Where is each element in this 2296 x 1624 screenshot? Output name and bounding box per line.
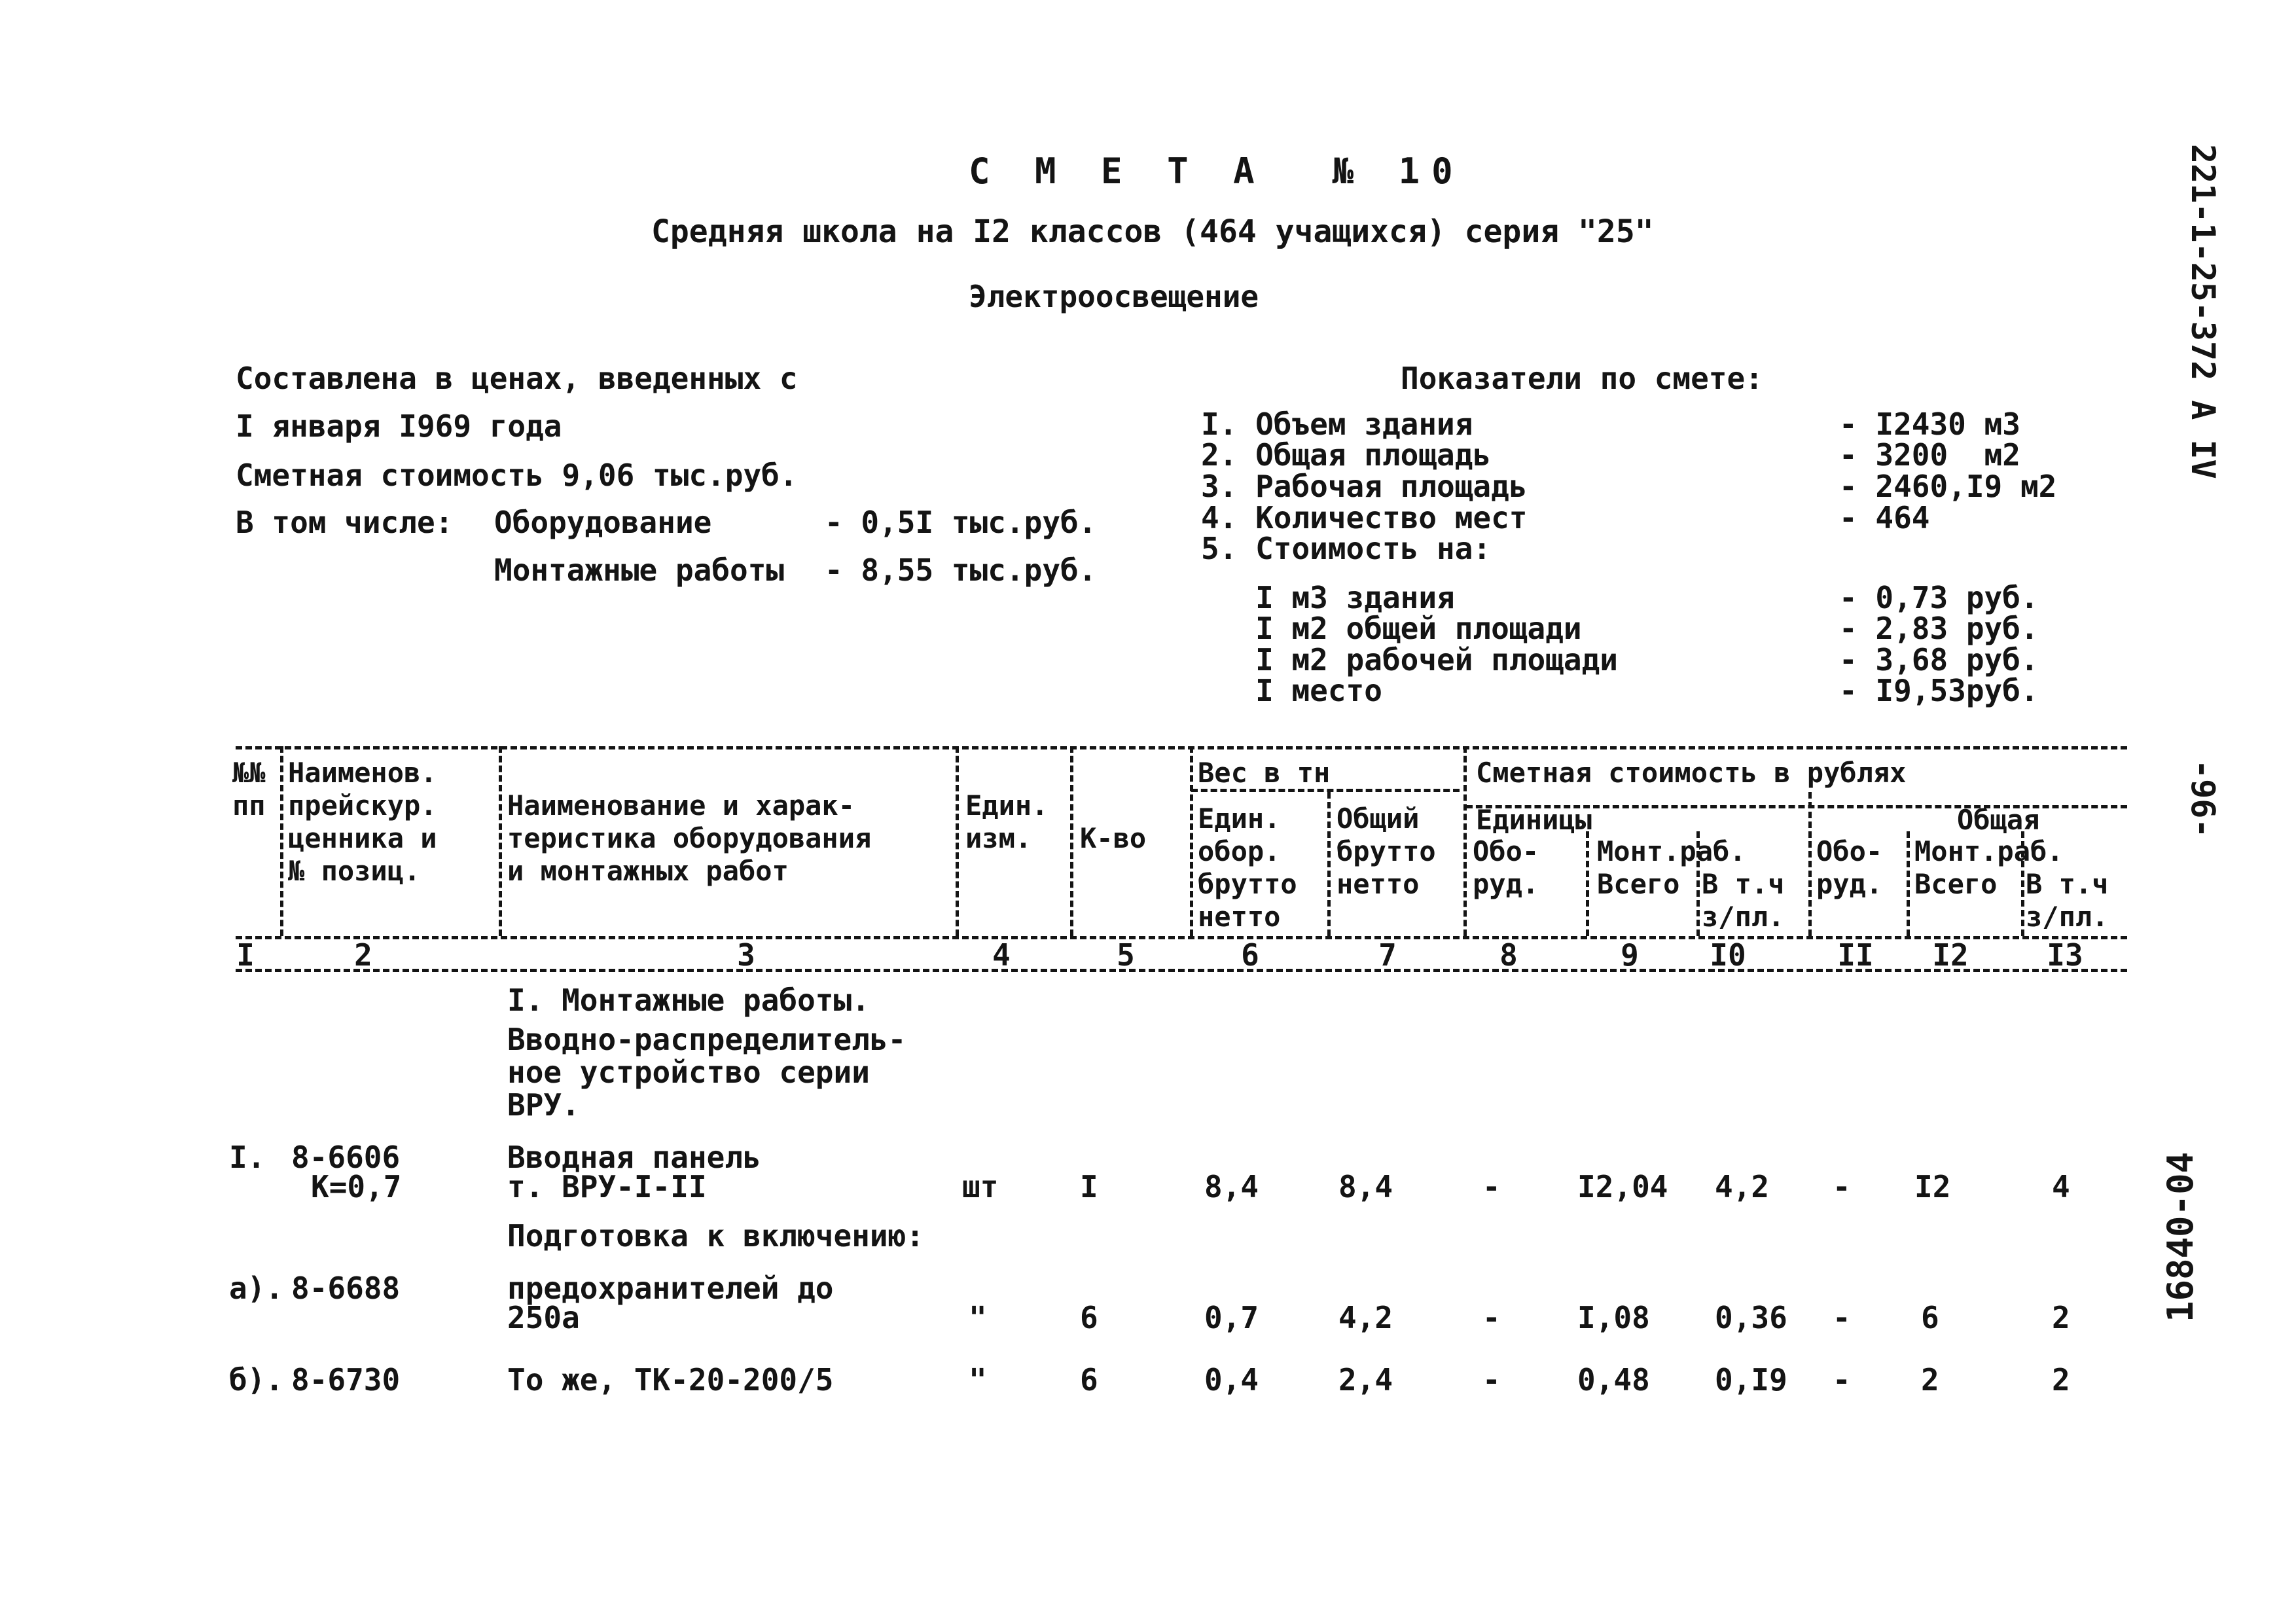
indicator-label: I. Объем здания	[1201, 406, 1473, 442]
prices-line-1: Составлена в ценах, введенных с	[236, 361, 798, 396]
estimated-cost: Сметная стоимость 9,06 тыс.руб.	[236, 458, 798, 493]
th-c2-line2: прейскур.	[288, 789, 437, 821]
row-unit-equip: -	[1482, 1169, 1501, 1204]
group-title-line3: ВРУ.	[507, 1087, 580, 1123]
th-c8-line2: руд.	[1473, 868, 1539, 900]
row-unit-weight: 0,7	[1204, 1300, 1259, 1335]
indicator-label: I место	[1201, 673, 1382, 708]
row-unit-mont-total: I,08	[1577, 1300, 1650, 1335]
column-number: 6	[1241, 937, 1259, 973]
row-total-wage: 4	[2052, 1169, 2070, 1204]
column-number: I0	[1710, 937, 1746, 973]
row-name-line1: Вводная панель	[507, 1140, 761, 1175]
indicator-label: I м2 общей площади	[1201, 611, 1582, 646]
row-total-wage: 2	[2052, 1300, 2070, 1335]
th-c3-line2: теристика оборудования	[507, 822, 872, 854]
row-unit: "	[969, 1300, 987, 1335]
th-c10-line1: В т.ч	[1702, 868, 1785, 900]
th-c11-line1: Обо-	[1816, 835, 1883, 867]
row-unit-weight: 0,4	[1204, 1362, 1259, 1398]
th-c7-line1: Общий	[1336, 803, 1420, 835]
th-total-mont: Монт.раб.	[1914, 835, 2064, 867]
indicator-value: - I9,53руб.	[1839, 673, 2039, 708]
row-qty: 6	[1080, 1300, 1098, 1335]
column-number: I2	[1932, 937, 1969, 973]
equipment-value: - 0,5I тыс.руб.	[825, 505, 1097, 540]
row-total-weight: 4,2	[1338, 1300, 1393, 1335]
th-unit-mont: Монт.раб.	[1597, 835, 1746, 867]
row-number: б).	[229, 1362, 284, 1398]
th-c1-line1: №№	[232, 757, 266, 789]
th-weight-group: Вес в тн	[1198, 757, 1331, 789]
th-c3-line1: Наименование и харак-	[507, 789, 855, 821]
side-doc-label: 16840-04	[2160, 1151, 2201, 1322]
row-qty: I	[1080, 1169, 1098, 1204]
indicator-value: - 3200 м2	[1839, 437, 2020, 473]
th-c9: Всего	[1597, 868, 1680, 900]
side-code-label: 221-1-25-372 А IV	[2184, 144, 2222, 479]
th-c1-line2: пп	[232, 789, 266, 821]
th-c4-line2: изм.	[965, 822, 1032, 854]
column-number: 8	[1499, 937, 1518, 973]
row-total-mont: 6	[1921, 1300, 1939, 1335]
th-c5: К-во	[1080, 822, 1147, 854]
row-total-equip: -	[1833, 1362, 1851, 1398]
th-c7-line3: нетто	[1336, 868, 1420, 900]
row-number: а).	[229, 1271, 284, 1306]
indicator-value: - I2430 м3	[1839, 406, 2020, 442]
indicator-value: - 2460,I9 м2	[1839, 469, 2057, 504]
side-page-label: -96-	[2184, 759, 2222, 839]
column-number: I	[236, 937, 255, 973]
th-c4-line1: Един.	[965, 789, 1049, 821]
th-c3-line3: и монтажных работ	[507, 855, 789, 887]
equipment-label: Оборудование	[494, 505, 712, 540]
row-number: I.	[229, 1140, 266, 1175]
row-total-equip: -	[1833, 1169, 1851, 1204]
row-unit-mont-total: 0,48	[1577, 1362, 1650, 1398]
row-unit-mont-wage: 0,I9	[1715, 1362, 1787, 1398]
row-name-line1: То же, ТК-20-200/5	[507, 1362, 834, 1398]
row-unit-mont-wage: 4,2	[1715, 1169, 1770, 1204]
th-c8-line1: Обо-	[1473, 835, 1539, 867]
row-code: 8-6730	[291, 1362, 401, 1398]
indicator-label: 3. Рабочая площадь	[1201, 469, 1528, 504]
row-total-weight: 2,4	[1338, 1362, 1393, 1398]
row-total-mont: 2	[1921, 1362, 1939, 1398]
indicator-value: - 464	[1839, 500, 1930, 535]
row-code-coef: К=0,7	[311, 1169, 402, 1204]
column-number: 5	[1117, 937, 1135, 973]
th-c7-line2: брутто	[1336, 835, 1436, 867]
row-qty: 6	[1080, 1362, 1098, 1398]
prep-title: Подготовка к включению:	[507, 1218, 924, 1254]
row-unit-mont-total: I2,04	[1577, 1169, 1668, 1204]
column-number: 4	[992, 937, 1011, 973]
th-total-group: Общая	[1957, 804, 2040, 836]
row-total-equip: -	[1833, 1300, 1851, 1335]
including-label: В том числе:	[236, 505, 454, 540]
indicator-label: 4. Количество мест	[1201, 500, 1528, 535]
prices-line-2: I января I969 года	[236, 408, 562, 444]
th-cost-group: Сметная стоимость в рублях	[1476, 757, 1907, 789]
th-c11-line2: руд.	[1816, 868, 1883, 900]
column-number: 3	[737, 937, 755, 973]
indicator-value: - 0,73 руб.	[1839, 580, 2039, 615]
indicators-title: Показатели по смете:	[1401, 361, 1763, 396]
installation-value: - 8,55 тыс.руб.	[825, 552, 1097, 588]
row-name-line2: 250а	[507, 1300, 580, 1335]
group-title-line1: Вводно-распределитель-	[507, 1022, 906, 1057]
row-unit: шт	[962, 1169, 999, 1204]
th-c2-line3: ценника и	[288, 822, 437, 854]
indicator-label: 2. Общая площадь	[1201, 437, 1492, 473]
indicator-label: I м2 рабочей площади	[1201, 642, 1618, 677]
indicator-label: 5. Стоимость на:	[1201, 531, 1492, 566]
column-number: 9	[1621, 937, 1639, 973]
row-unit-equip: -	[1482, 1362, 1501, 1398]
th-c6-line1: Един.	[1198, 803, 1281, 835]
row-unit-mont-wage: 0,36	[1715, 1300, 1787, 1335]
th-c6-line4: нетто	[1198, 901, 1281, 933]
document-subtitle: Средняя школа на I2 классов (464 учащихся) серия "25"	[651, 213, 1654, 250]
th-c13-line1: В т.ч	[2026, 868, 2109, 900]
th-c6-line2: обор.	[1198, 835, 1281, 867]
row-total-weight: 8,4	[1338, 1169, 1393, 1204]
column-number: 2	[354, 937, 372, 973]
installation-label: Монтажные работы	[494, 552, 785, 588]
row-unit-weight: 8,4	[1204, 1169, 1259, 1204]
th-c13-line2: з/пл.	[2026, 901, 2109, 933]
section-name: Электроосвещение	[969, 279, 1259, 314]
column-number: I3	[2047, 937, 2083, 973]
group-title-line2: ное устройство серии	[507, 1055, 870, 1090]
row-name-line2: т. ВРУ-I-II	[507, 1169, 707, 1204]
th-c2-line4: № позиц.	[288, 855, 421, 887]
indicator-label: I м3 здания	[1201, 580, 1455, 615]
th-c6-line3: брутто	[1198, 868, 1297, 900]
row-total-mont: I2	[1914, 1169, 1951, 1204]
th-unit-group: Единицы	[1476, 804, 1592, 836]
row-name-line1: предохранителей до	[507, 1271, 834, 1306]
th-c12: Всего	[1914, 868, 1998, 900]
row-unit: "	[969, 1362, 987, 1398]
column-number: 7	[1378, 937, 1397, 973]
document-title: С М Е Т А № 10	[969, 151, 1465, 192]
section-installation-title: I. Монтажные работы.	[507, 983, 870, 1018]
th-c2-line1: Наименов.	[288, 757, 437, 789]
th-c10-line2: з/пл.	[1702, 901, 1785, 933]
row-total-wage: 2	[2052, 1362, 2070, 1398]
row-code: 8-6606	[291, 1140, 401, 1175]
column-number: II	[1837, 937, 1874, 973]
row-code: 8-6688	[291, 1271, 401, 1306]
indicator-value: - 2,83 руб.	[1839, 611, 2039, 646]
row-unit-equip: -	[1482, 1300, 1501, 1335]
indicator-value: - 3,68 руб.	[1839, 642, 2039, 677]
